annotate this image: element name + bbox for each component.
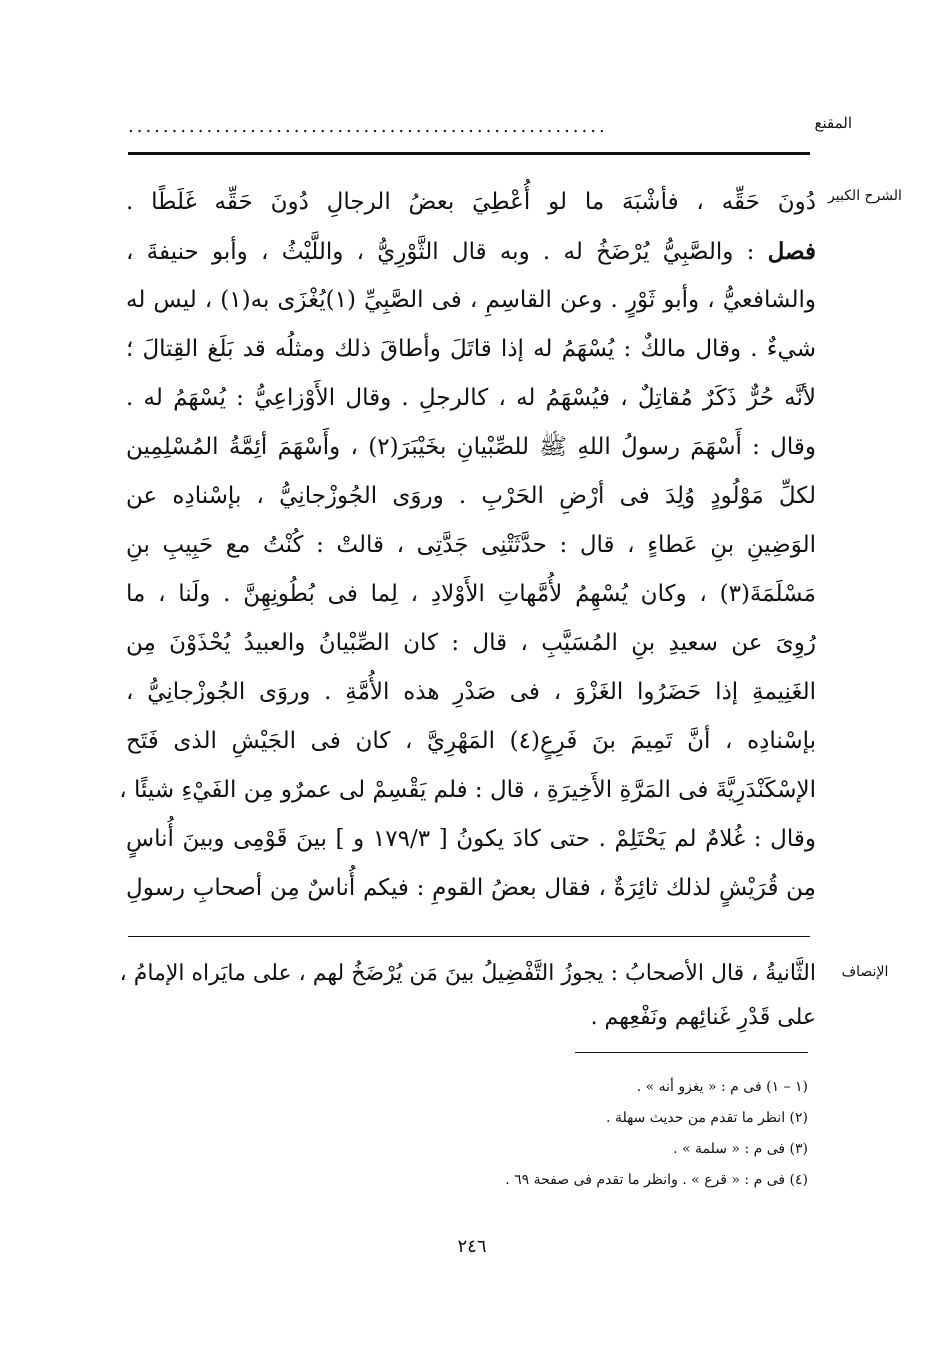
text-line: الغَنِيمةِ إذا حَضَرُوا الغَزْوَ ، فى صَدْرِ هذه الأُمَّةِ . وروَى الجُوزْجانِيُّ ، <box>126 679 816 705</box>
footnote: (٤) فى م : « قرع » . وانظر ما تقدم فى صفحة ٦٩ . <box>505 1172 808 1188</box>
footnote: (٣) فى م : « سلمة » . <box>673 1141 808 1157</box>
text-line: الإسْكَنْدَرِيَّةَ فى المَرَّةِ الأَخِيرَةِ ، قال : فلم يَقْسِمْ لى عمرٌو مِن الفَيْءِ شيئًا ، <box>119 777 816 803</box>
insaf-line: الثَّانيةُ ، قال الأصحابُ : يجوزُ التَّفْضِيلُ بينَ مَن يُرْضَخُ لهم ، على مايَراه الإمامُ ، <box>119 961 816 986</box>
text-line-fasl <box>126 227 816 276</box>
main-commentary-text <box>119 178 817 913</box>
text-line: شيءٌ . وقال مالكٌ : يُسْهَمُ له إذا قاتَلَ وأطاقَ ذلك ومثلُه قد بَلَغ القِتالَ ؛ <box>126 336 816 362</box>
text-line: بإسْنادِه ، أنَّ تَمِيمَ بنَ فَرِعٍ(٤) المَهْرِيَّ ، كان فى الجَيْشِ الذى فَتَح <box>126 728 817 754</box>
text-line: والشافعيُّ ، وأبو ثَوْرٍ . وعن القاسِمِ ، فى الصَّبِيِّ (١)يُغْزَى به(١) ، ليس له <box>126 287 817 313</box>
side-label-insaf: الإنصاف <box>841 964 889 980</box>
text-line: لأنَّه حُرٌّ ذَكَرٌ مُقاتِلٌ ، فيُسْهَمُ له ، كالرجلِ . وقال الأَوْزاعِيُّ : يُسْهَمُ له . <box>126 385 816 411</box>
text-line: مَسْلَمَةَ(٣) ، وكان يُسْهِمُ لأُمَّهاتِ الأَوْلادِ ، لِما فى بُطُونِهِنَّ . ولَنا ، ما <box>126 581 816 607</box>
text-line: رُوِىَ عن سعيدِ بنِ المُسَيَّبِ ، قال : كان الصِّبْيانُ والعبيدُ يُحْذَوْنَ مِن <box>126 630 816 656</box>
text-line: دُونَ حَقِّه ، فأشْبَهَ ما لو أُعْطِيَ بعضُ الرجالِ دُونَ حَقِّه غَلَطًا . <box>126 189 816 215</box>
text-line: الوَضِينِ بنِ عَطاءٍ ، قال : حدَّثَتْنِى جَدَّتِى ، قالتْ : كُنْتُ مع حَبِيبِ بنِ <box>126 532 816 558</box>
insaf-separator-rule <box>128 936 810 937</box>
side-label-sharh: الشرح الكبير <box>828 188 902 204</box>
running-header-title: المقنع <box>814 114 852 132</box>
page-number: ٢٤٦ <box>457 1236 487 1257</box>
header-dot-leader: ....................................................... <box>128 116 608 137</box>
text-line: وقال : غُلامٌ لم يَحْتَلِمْ . حتى كادَ يكونُ [ ١٧٩/٣ و ] بينَ قَوْمِى وبينَ أُناسٍ <box>126 826 816 852</box>
footnote-separator-rule <box>575 1052 808 1053</box>
text-line-fasl-rest: : والصَّبِيُّ يُرْضَخُ له . وبه قال الثَّوْرِيُّ ، واللَّيْثُ ، وأبو حنيفةَ ، <box>126 239 768 265</box>
insaf-text <box>119 952 816 1040</box>
header-rule <box>128 152 810 155</box>
section-heading-fasl: فصل <box>767 238 816 265</box>
text-line: مِن قُرَيْشٍ لذلك ثائِرَةٌ ، فقال بعضُ القومِ : فيكم أُناسٌ مِن أصحابِ رسولِ <box>126 875 816 901</box>
text-line: وقال : أَسْهَمَ رسولُ اللهِ ﷺ للصِّبْيانِ بخَيْبَرَ(٢) ، وأَسْهَمَ أئِمَّةُ المُسْلِمِين <box>126 434 816 460</box>
footnote: (٢) انظر ما تقدم من حديث سهلة . <box>606 1110 808 1126</box>
text-line: لكلِّ مَوْلُودٍ وُلِدَ فى أرْضِ الحَرْبِ . وروَى الجُوزْجانِيُّ ، بإسْنادِه عن <box>126 483 816 509</box>
footnotes <box>400 1072 808 1196</box>
insaf-line: على قَدْرِ غَنائِهم ونَفْعِهم . <box>590 1005 816 1030</box>
footnote: (١ – ١) فى م : « يغزو أنه » . <box>636 1079 808 1095</box>
